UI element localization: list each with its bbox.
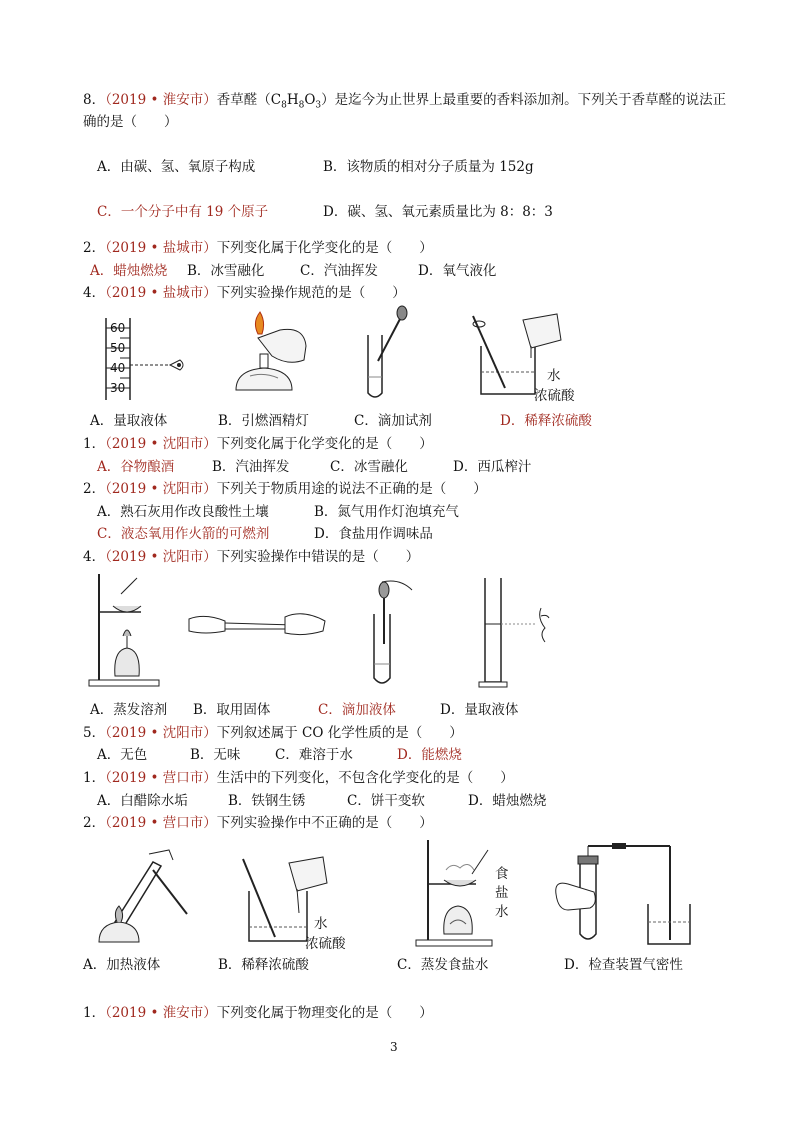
question-8-stem-cont: 确的是（ ） — [83, 114, 178, 130]
option-a: A．由碳、氢、氧原子构成 — [97, 159, 256, 175]
figure-light-alcohol-lamp — [228, 312, 318, 404]
question-4-shenyang-stem: 4．（2019 • 沈阳市）下列实验操作中错误的是（ ） — [83, 549, 420, 565]
label-conc-acid: 浓硫酸 — [305, 936, 346, 952]
question-source: （2019 • 淮安市） — [105, 92, 217, 108]
tick-label: 30 — [110, 381, 126, 395]
option-d: D．碳、氢、氧元素质量比为 8：8：3 — [323, 204, 553, 220]
option-c: C．汽油挥发 — [300, 263, 378, 279]
question-1-huaian-stem: 1．（2019 • 淮安市）下列变化属于物理变化的是（ ） — [83, 1005, 433, 1021]
option-a: A．蒸发溶剂 — [90, 702, 168, 718]
tick-label: 60 — [110, 321, 126, 335]
label-water: 水 — [314, 916, 328, 932]
option-b: B．铁钢生锈 — [228, 793, 306, 809]
option-b: B．稀释浓硫酸 — [218, 957, 309, 973]
option-b: B．无味 — [190, 747, 241, 763]
option-d: D．蜡烛燃烧 — [468, 793, 547, 809]
option-c: C．蒸发食盐水 — [397, 957, 489, 973]
question-2-shenyang-stem: 2．（2019 • 沈阳市）下列关于物质用途的说法不正确的是（ ） — [83, 481, 487, 497]
label-conc-acid: 浓硫酸 — [534, 388, 575, 404]
figure-heat-liquid — [95, 848, 195, 948]
label-water: 水 — [547, 368, 561, 384]
option-d: D．食盐用作调味品 — [314, 526, 433, 542]
option-b: B．取用固体 — [193, 702, 271, 718]
option-d-answer: D．稀释浓硫酸 — [500, 413, 592, 429]
label-salt-3: 水 — [495, 904, 509, 920]
question-1-shenyang-stem: 1．（2019 • 沈阳市）下列变化属于化学变化的是（ ） — [83, 436, 433, 452]
option-d-answer: D．能燃烧 — [397, 747, 462, 763]
question-2-yancheng-stem: 2．（2019 • 盐城市）下列变化属于化学变化的是（ ） — [83, 240, 433, 256]
page-number: 3 — [390, 1040, 398, 1054]
option-d: D．氧气液化 — [418, 263, 497, 279]
option-b: B．汽油挥发 — [212, 459, 290, 475]
label-salt-1: 食 — [495, 866, 509, 882]
tick-label: 50 — [110, 341, 126, 355]
question-5-shenyang-stem: 5．（2019 • 沈阳市）下列叙述属于 CO 化学性质的是（ ） — [83, 725, 463, 741]
figure-evaporate-salt-water — [410, 838, 500, 950]
option-c: C．滴加试剂 — [354, 413, 432, 429]
option-d: D．西瓜榨汁 — [453, 459, 532, 475]
option-a: A．无色 — [97, 747, 148, 763]
option-c: C．难溶于水 — [275, 747, 353, 763]
option-c-answer: C．液态氧用作火箭的可燃剂 — [97, 526, 270, 542]
question-2-yingkou-stem: 2．（2019 • 营口市）下列实验操作中不正确的是（ ） — [83, 815, 433, 831]
figure-read-cylinder — [475, 572, 565, 690]
tick-label: 40 — [110, 361, 126, 375]
option-c: C．冰雪融化 — [330, 459, 408, 475]
option-b: B．该物质的相对分子质量为 152g — [323, 159, 534, 175]
option-c: C．饼干变软 — [347, 793, 425, 809]
option-c-answer: C．滴加液体 — [318, 702, 396, 718]
question-1-yingkou-stem: 1．（2019 • 营口市）生活中的下列变化，不包含化学变化的是（ ） — [83, 770, 514, 786]
label-salt-2: 盐 — [495, 885, 509, 901]
option-a-answer: A．谷物酿酒 — [97, 459, 175, 475]
question-4-yancheng-stem: 4．（2019 • 盐城市）下列实验操作规范的是（ ） — [83, 285, 406, 301]
figure-take-solid — [185, 605, 335, 645]
figure-drop-liquid — [360, 578, 420, 690]
option-a: A．熟石灰用作改良酸性土壤 — [97, 504, 269, 520]
option-a: A．加热液体 — [83, 957, 161, 973]
question-8-stem: 8．（2019 • 淮安市）香草醛$(C_8H_8O_3)$是迄今为止世界上最重要的香料添加剂。下列关于香草醛的说法正 — [83, 92, 727, 111]
option-b: B．引燃酒精灯 — [218, 413, 309, 429]
figure-evaporation — [85, 570, 165, 690]
option-a: A．量取液体 — [90, 413, 168, 429]
figure-check-airtightness — [550, 850, 690, 950]
option-a: A．白醋除水垢 — [97, 793, 188, 809]
option-d: D．检查装置气密性 — [564, 957, 683, 973]
option-d: D．量取液体 — [440, 702, 519, 718]
option-a-answer: A．蜡烛燃烧 — [90, 263, 168, 279]
option-b: B．氮气用作灯泡填充气 — [314, 504, 459, 520]
option-c-answer: C．一个分子中有 19 个原子 — [97, 204, 269, 220]
option-b: B．冰雪融化 — [187, 263, 265, 279]
figure-dropper-test-tube — [360, 305, 410, 405]
